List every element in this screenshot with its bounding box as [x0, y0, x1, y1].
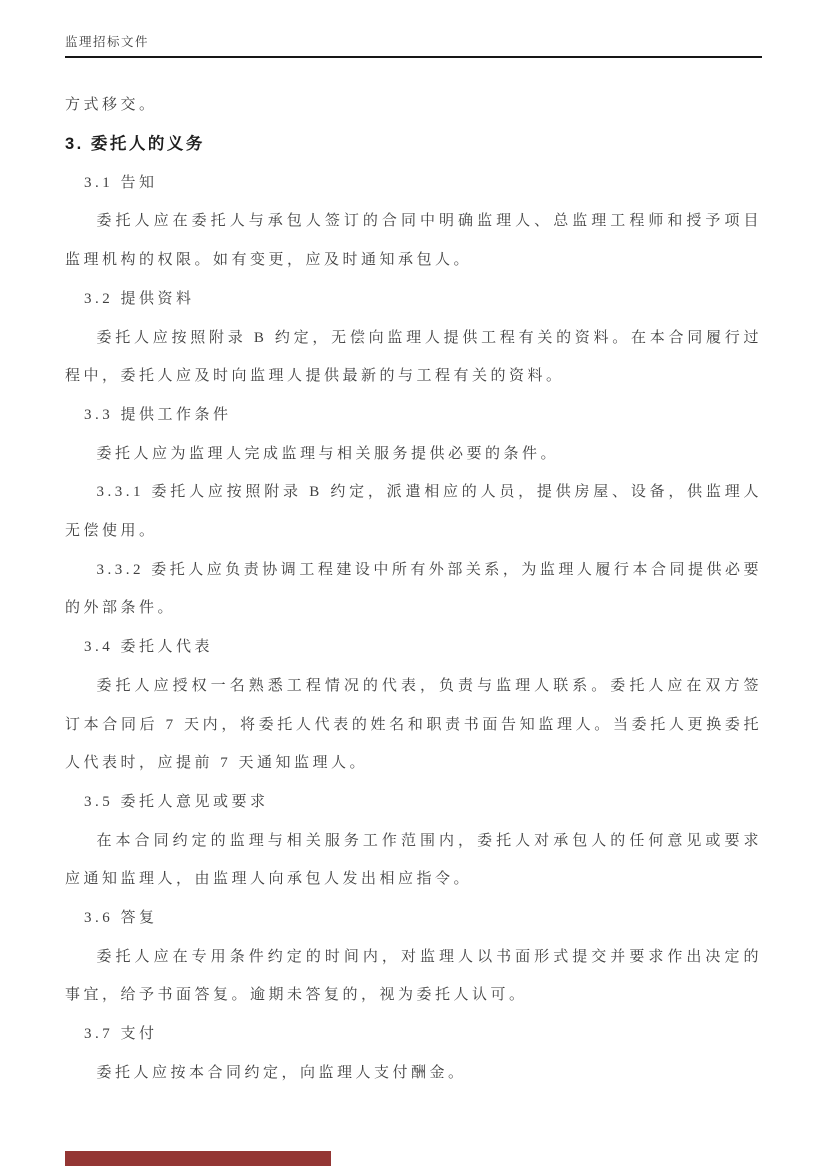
paragraph: 3.3.1 委托人应按照附录 B 约定，派遣相应的人员，提供房屋、设备，供监理人无偿使用。	[65, 484, 762, 540]
clause-title: 3.2 提供资料	[84, 290, 195, 307]
header-title: 监理招标文件	[65, 35, 150, 49]
clause-title: 3.5 委托人意见或要求	[84, 793, 269, 810]
paragraph: 委托人应按照附录 B 约定，无偿向监理人提供工程有关的资料。在本合同履行过程中，委托人应及时向监理人提供最新的与工程有关的资料。	[65, 329, 762, 385]
clause-title: 3.4 委托人代表	[84, 639, 214, 656]
clause-title: 3.7 支付	[84, 1026, 158, 1043]
section-heading: 3. 委托人的义务	[65, 134, 205, 153]
paragraph: 方式移交。	[65, 97, 158, 113]
paragraph: 3.3.2 委托人应负责协调工程建设中所有外部关系，为监理人履行本合同提供必要的外部条件。	[65, 561, 762, 617]
paragraph: 委托人应授权一名熟悉工程情况的代表，负责与监理人联系。委托人应在双方签订本合同后 7 天内，将委托人代表的姓名和职责书面告知监理人。当委托人更换委托人代表时，应提前 7 天通知监理人。	[65, 677, 762, 772]
paragraph: 在本合同约定的监理与相关服务工作范围内，委托人对承包人的任何意见或要求应通知监理人，由监理人向承包人发出相应指令。	[65, 832, 762, 888]
clause-title: 3.1 告知	[84, 174, 158, 191]
page-header	[65, 34, 762, 58]
paragraph: 委托人应在委托人与承包人签订的合同中明确监理人、总监理工程师和授予项目监理机构的权限。如有变更，应及时通知承包人。	[65, 213, 762, 269]
clause-title: 3.3 提供工作条件	[84, 406, 232, 423]
paragraph: 委托人应为监理人完成监理与相关服务提供必要的条件。	[96, 445, 560, 462]
paragraph: 委托人应在专用条件约定的时间内，对监理人以书面形式提交并要求作出决定的事宜，给予书面答复。逾期未答复的，视为委托人认可。	[65, 948, 762, 1004]
paragraph: 委托人应按本合同约定，向监理人支付酬金。	[96, 1064, 467, 1081]
footer-accent-bar	[65, 1151, 331, 1166]
clause-title: 3.6 答复	[84, 910, 158, 927]
document-body	[65, 86, 762, 1093]
